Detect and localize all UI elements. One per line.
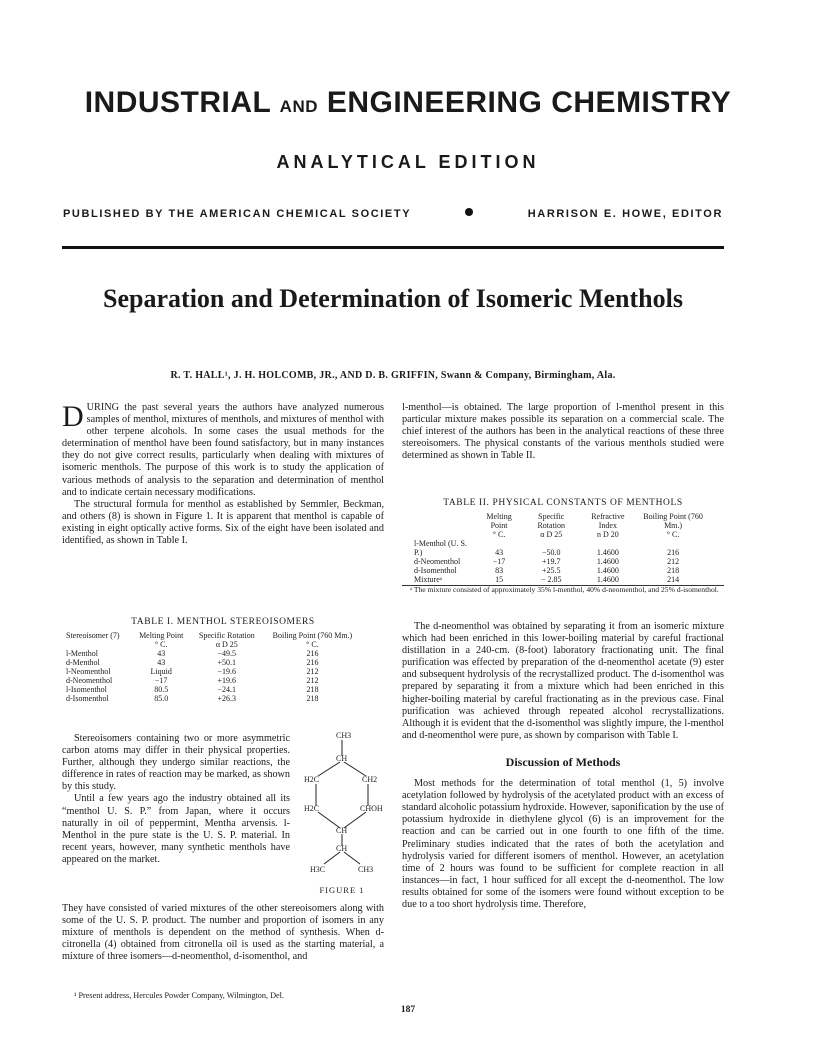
- editor-name: HARRISON E. HOWE, EDITOR: [527, 208, 723, 220]
- journal-title: [0, 86, 816, 120]
- publisher-name: PUBLISHED BY THE AMERICAN CHEMICAL SOCIETY: [63, 208, 412, 220]
- row-label: d-Menthol: [66, 658, 100, 667]
- page-number: 187: [400, 1005, 416, 1015]
- unit-cell: [410, 530, 475, 539]
- table-row: [62, 694, 362, 703]
- cell: 15: [495, 575, 504, 584]
- cell: 1.4600: [596, 548, 619, 557]
- cell: −17: [154, 676, 168, 685]
- article-authors: R. T. HALL¹, J. H. HOLCOMB, JR., AND D. B. GRIFFIN, Swann & Company, Birmingham, Ala.: [170, 370, 616, 381]
- table-2: [402, 498, 724, 595]
- diagram-label: CH3: [336, 731, 352, 740]
- left-column-beside-figure: [62, 733, 290, 866]
- table-row: [410, 575, 710, 584]
- data-table: [62, 631, 362, 703]
- row-label: l-Menthol (U. S. P.): [414, 539, 467, 557]
- table-row: [410, 557, 710, 566]
- table-caption: TABLE I. MENTHOL STEREOISOMERS: [131, 617, 315, 627]
- diagram-label: CHOH: [360, 804, 383, 813]
- paragraph: Stereoisomers containing two or more asymmetric carbon atoms may differ in their physical properties. Further, although they undergo similar reactions, the difference in rates of reaction may be marked, as shown by this study.: [62, 733, 290, 793]
- cell: 216: [306, 658, 319, 667]
- column-header: Boiling Point (760 Mm.): [272, 631, 353, 640]
- diagram-label: CH: [336, 844, 348, 853]
- cell: 80.5: [154, 685, 169, 694]
- cell: 212: [306, 667, 319, 676]
- cell: 1.4600: [596, 575, 619, 584]
- row-label: d-Isomenthol: [66, 694, 109, 703]
- paragraph: [62, 402, 384, 499]
- cell: 214: [667, 575, 680, 584]
- cell: 83: [495, 566, 504, 575]
- diagram-label: CH: [336, 826, 348, 835]
- table-row: [62, 667, 362, 676]
- masthead-rule: [62, 246, 724, 249]
- paragraph: l-menthol—is obtained. The large proportion of l-menthol present in this particular mixture makes possible its separation on a commercial scale. The chief interest of the authors has been in the analytical reactions of these three stereoisomers. The physical constants of the various menthols studied were determined as shown in Table II.: [402, 402, 724, 462]
- cell: 218: [306, 685, 319, 694]
- left-column-intro: [62, 402, 384, 547]
- unit-cell: n D 20: [596, 530, 619, 539]
- cell: 1.4600: [596, 557, 619, 566]
- unit-cell: [62, 640, 132, 649]
- unit-cell: ° C.: [154, 640, 168, 649]
- cell: +26.3: [217, 694, 237, 703]
- diagram-label: H3C: [310, 865, 326, 874]
- cell: − 2.85: [540, 575, 562, 584]
- cell: 85.0: [154, 694, 169, 703]
- table-footnote: ᵃ The mixture consisted of approximately 35% l-menthol, 40% d-neomenthol, and 25% d-isomenthol.: [410, 585, 719, 594]
- table-row: [62, 676, 362, 685]
- cell: 212: [667, 557, 680, 566]
- row-label: l-Isomenthol: [66, 685, 107, 694]
- paragraph: Most methods for the determination of total menthol (1, 5) involve acetylation followed by hydrolysis of the acetylated product with an excess of standard alcoholic potassium hydroxide. However, saponification by the use of potassium hydroxide in diethylene glycol (6) is an improvement for the reaction and can be carried out in one fourth to one fifth of the time. Preliminary studies indicated that the rates of both the acetylation and hydrolysis varied for different isomers of menthol. However, an acetylation time of 2 hours was found to be sufficient for complete reaction in all instances—in fact, 1 hour sufficed for all except the d-neomenthol. The low results obtained for some of the isomers were found without exception to be due to a too short hydrolysis time. Therefore,: [402, 778, 724, 910]
- right-column-top: [402, 402, 724, 462]
- publisher-line: [63, 208, 723, 220]
- section-heading: Discussion of Methods: [505, 754, 621, 769]
- cell: 218: [667, 566, 680, 575]
- paragraph: The d-neomenthol was obtained by separating it from an isomeric mixture which had been enriched in this lower-boiling material by careful fractional distillation in a 240-cm. (8-foot) laboratory fractionating unit. The final purification was effected by preparation of the d-neomenthol acetate (9) ester and subsequent hydrolysis of the recrystallized product. The d-isomenthol was prepared by separating it from a mixture which had been enriched in this higher-boiling material by careful fractionating as in the previous case. Final purification was achieved through repeated alcohol recrystallizations. Although it is evident that the d-isomenthol was slightly impure, the l-menthol and d-neomenthol were pure, as shown by comparison with Table I.: [402, 621, 724, 741]
- unit-cell: α D 25: [215, 640, 238, 649]
- footnote: ¹ Present address, Hercules Powder Company, Wilmington, Del.: [74, 991, 284, 1000]
- edition-title: ANALYTICAL EDITION: [276, 152, 540, 172]
- table-row: [410, 566, 710, 575]
- row-label: d-Neomenthol: [66, 676, 113, 685]
- paragraph: The structural formula for menthol as established by Semmler, Beckman, and others (8) is shown in Figure 1. It is apparent that menthol is capable of existing in eight optically active forms. Six of the eight have been isolated and identified, as shown in Table I.: [62, 498, 384, 547]
- cell: +25.5: [541, 566, 561, 575]
- row-label: Mixtureᵃ: [414, 575, 442, 584]
- table-row: [62, 685, 362, 694]
- unit-cell: α D 25: [540, 530, 563, 539]
- menthol-structure-diagram: [296, 730, 388, 880]
- cell: +19.7: [541, 557, 561, 566]
- column-header: Stereoisomer (7): [66, 631, 120, 640]
- table-row: [410, 539, 710, 557]
- diagram-label: CH3: [358, 865, 374, 874]
- left-column-continuation: [62, 903, 384, 963]
- cell: 218: [306, 694, 319, 703]
- cell: −24.1: [217, 685, 237, 694]
- row-label: l-Neomenthol: [66, 667, 111, 676]
- figure-1: [296, 730, 388, 895]
- drop-cap: D: [62, 400, 84, 433]
- paragraph: Until a few years ago the industry obtained all its “menthol U. S. P.” from Japan, where it occurs naturally in oil of peppermint, Mentha arvensis. l-Menthol in the pure state is the U. S. P. material. In recent years, however, many synthetic menthols have appeared on the market.: [62, 793, 290, 865]
- table-1: [62, 617, 384, 703]
- cell: 43: [157, 658, 166, 667]
- row-label: d-Isomenthol: [414, 566, 457, 575]
- column-header: Melting Point: [139, 631, 184, 640]
- cell: 216: [306, 649, 319, 658]
- cell: 212: [306, 676, 319, 685]
- row-label: l-Menthol: [66, 649, 98, 658]
- table-caption: TABLE II. PHYSICAL CONSTANTS OF MENTHOLS: [443, 498, 683, 508]
- article-title: Separation and Determination of Isomeric Menthols: [103, 284, 683, 313]
- column-header: [410, 512, 475, 530]
- diagram-label: CH: [336, 754, 348, 763]
- diagram-label: H2C: [304, 775, 320, 784]
- cell: −17: [492, 557, 506, 566]
- cell: −49.5: [217, 649, 237, 658]
- journal-title-part2: ENGINEERING CHEMISTRY: [326, 86, 732, 119]
- bullet-icon: [465, 208, 473, 216]
- diagram-label: H2C: [304, 804, 320, 813]
- right-column-body: [402, 621, 724, 911]
- cell: 43: [157, 649, 166, 658]
- cell: +19.6: [217, 676, 237, 685]
- cell: 216: [667, 548, 680, 557]
- unit-cell: ° C.: [306, 640, 319, 649]
- cell: +50.1: [217, 658, 237, 667]
- table-row: [62, 658, 362, 667]
- unit-cell: ° C.: [666, 530, 680, 539]
- cell: Liquid: [150, 667, 172, 676]
- cell: 43: [495, 548, 504, 557]
- diagram-label: CH2: [362, 775, 378, 784]
- paragraph-text: URING the past several years the authors have analyzed numerous samples of menthol, mixtures of menthols, and mixtures of menthol with other terpene alcohols. In some cases the usual methods for the determination of menthol have been found satisfactory, but in many instances they do not give correct results, particularly when dealing with mixtures of isomeric menthols. The purpose of this work is to study the application of various methods of analysis to the separation and determination of menthol and to indicate certain necessary modifications.: [62, 402, 384, 498]
- table-row: [62, 649, 362, 658]
- cell: −19.6: [217, 667, 237, 676]
- paragraph: They have consisted of varied mixtures of the other stereoisomers along with some of the U. S. P. product. The number and proportion of isomers in any mixture of menthols is dependent on the method of synthesis. When d-citronella (4) obtained from citronella oil is used as the starting material, a mixture of three isomers—d-neomenthol, d-isomenthol, and: [62, 903, 384, 963]
- column-header: Melting Point: [486, 512, 512, 530]
- unit-cell: ° C.: [492, 530, 506, 539]
- row-label: d-Neomenthol: [414, 557, 461, 566]
- figure-caption: FIGURE 1: [319, 885, 365, 895]
- column-header: Specific Rotation: [198, 631, 255, 640]
- journal-title-part1: INDUSTRIAL: [84, 86, 271, 119]
- cell: 1.4600: [596, 566, 619, 575]
- column-header: Specific Rotation: [537, 512, 566, 530]
- journal-title-and: AND: [279, 97, 319, 116]
- column-header: Boiling Point (760 Mm.): [643, 512, 703, 530]
- data-table: [410, 512, 710, 584]
- column-header: Refractive Index: [591, 512, 625, 530]
- cell: −50.0: [541, 548, 561, 557]
